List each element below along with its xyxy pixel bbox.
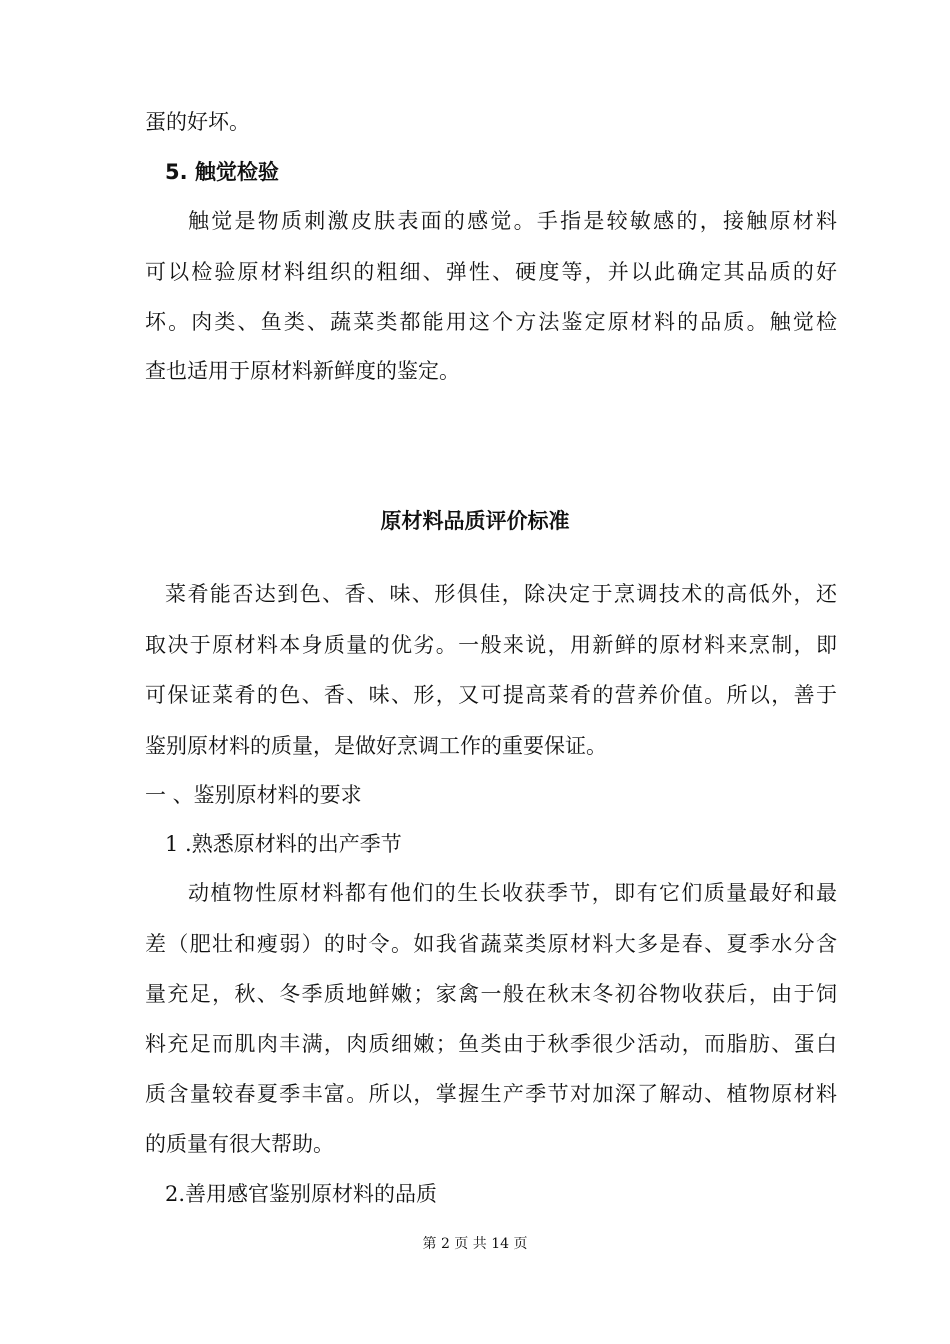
item-1-line: 差（肥壮和瘦弱）的时令。如我省蔬菜类原材料大多是春、夏季水分含 — [145, 932, 837, 956]
item-1-line: 量充足，秋、冬季质地鲜嫩；家禽一般在秋末冬初谷物收获后，由于饲 — [145, 982, 837, 1006]
paragraph-line: 可以检验原材料组织的粗细、弹性、硬度等，并以此确定其品质的好 — [145, 260, 837, 284]
item-1-line: 的质量有很大帮助。 — [145, 1132, 334, 1156]
item-1-line: 料充足而肌肉丰满，肉质细嫩；鱼类由于秋季很少活动，而脂肪、蛋白 — [145, 1032, 837, 1056]
intro-line: 可保证菜肴的色、香、味、形，又可提高菜肴的营养价值。所以，善于 — [145, 683, 837, 707]
intro-line: 菜肴能否达到色、香、味、形俱佳，除决定于烹调技术的高低外，还 — [165, 582, 837, 606]
paragraph-line: 坏。肉类、鱼类、蔬菜类都能用这个方法鉴定原材料的品质。触觉检 — [145, 310, 837, 334]
section-5-heading: 5. 触觉检验 — [165, 160, 279, 184]
paragraph-line: 查也适用于原材料新鲜度的鉴定。 — [145, 359, 460, 383]
item-2-heading: 2.善用感官鉴别原材料的品质 — [165, 1182, 438, 1206]
continuation-text: 蛋的好坏。 — [145, 110, 250, 134]
item-1-line: 动植物性原材料都有他们的生长收获季节，即有它们质量最好和最 — [188, 881, 837, 905]
item-1-heading: 1 .熟悉原材料的出产季节 — [165, 832, 402, 856]
paragraph-line: 触觉是物质刺激皮肤表面的感觉。手指是较敏感的，接触原材料 — [188, 209, 837, 233]
item-1-line: 质含量较春夏季丰富。所以，掌握生产季节对加深了解动、植物原材料 — [145, 1082, 837, 1106]
page-title: 原材料品质评价标准 — [380, 509, 570, 533]
page-footer: 第 2 页 共 14 页 — [422, 1236, 528, 1252]
intro-line: 取决于原材料本身质量的优劣。一般来说，用新鲜的原材料来烹制，即 — [145, 633, 837, 657]
intro-line: 鉴别原材料的质量，是做好烹调工作的重要保证。 — [145, 734, 607, 758]
heading-one: 一 、鉴别原材料的要求 — [145, 783, 362, 807]
